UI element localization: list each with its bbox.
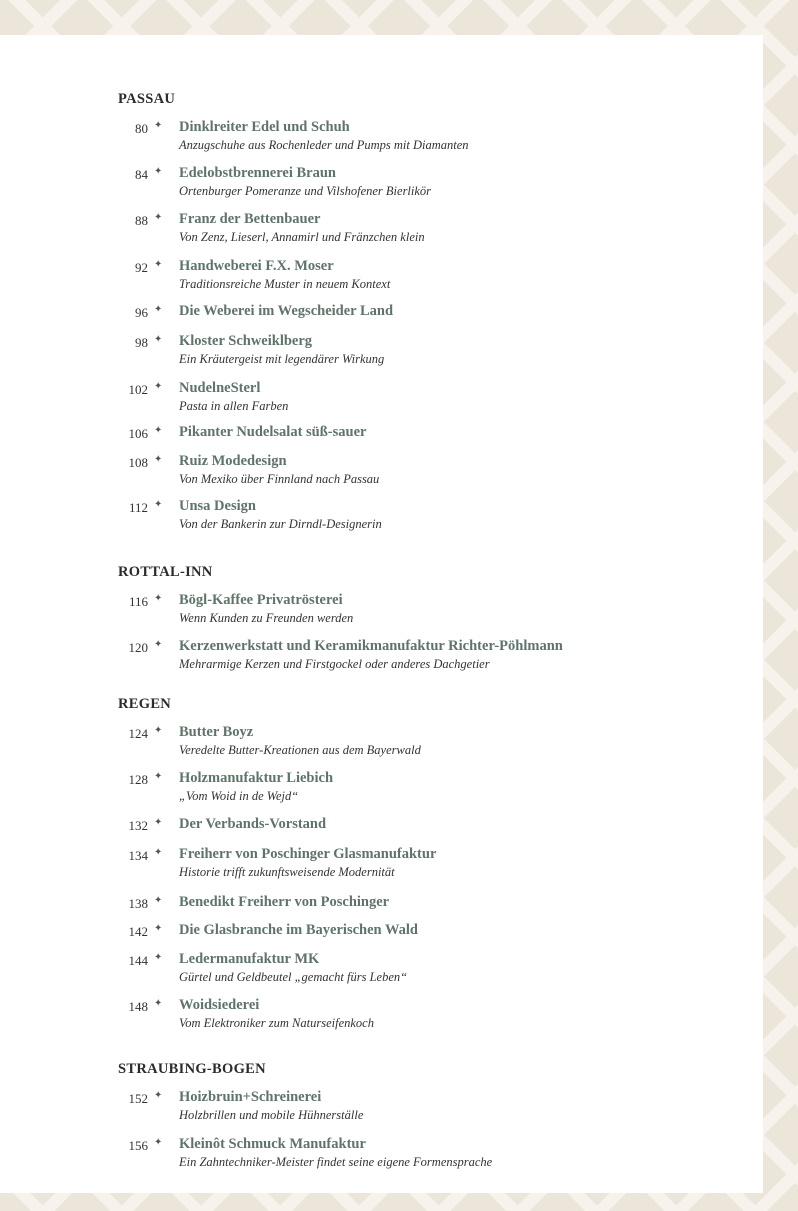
toc-page <box>0 35 763 1193</box>
page-number: 142 <box>128 924 148 939</box>
entry-subtitle: Mehrarmige Kerzen und Firstgockel oder anderes Dachgetier <box>179 657 490 671</box>
bullet-icon: ✦ <box>154 725 163 736</box>
entry-title: Benedikt Freiherr von Poschinger <box>179 894 390 910</box>
page-number: 96 <box>135 305 148 320</box>
entry-subtitle: Gürtel und Geldbeutel „gemacht fürs Leben“ <box>179 970 408 984</box>
page-number: 92 <box>135 260 148 275</box>
entry-subtitle: Historie trifft zukunftsweisende Modernität <box>179 865 395 879</box>
entry-subtitle: Ein Zahntechniker-Meister findet seine eigene Formensprache <box>179 1155 493 1169</box>
page-number: 128 <box>128 772 148 787</box>
page-number: 138 <box>128 896 148 911</box>
bullet-icon: ✦ <box>154 425 163 436</box>
entry-subtitle: Ein Kräutergeist mit legendärer Wirkung <box>179 352 385 366</box>
page-number: 144 <box>128 953 148 968</box>
bullet-icon: ✦ <box>154 771 163 782</box>
entry-subtitle: Ortenburger Pomeranze und Vilshofener Bierlikör <box>179 184 432 198</box>
page-number: 148 <box>128 999 148 1014</box>
bullet-icon: ✦ <box>154 259 163 270</box>
bullet-icon: ✦ <box>154 952 163 963</box>
entry-subtitle: Wenn Kunden zu Freunden werden <box>179 611 354 625</box>
entry-subtitle: Von Mexiko über Finnland nach Passau <box>179 472 380 486</box>
bullet-icon: ✦ <box>154 847 163 858</box>
page-number: 108 <box>128 455 148 470</box>
entry-title: Kleinôt Schmuck Manufaktur <box>179 1136 366 1152</box>
entry-subtitle: Anzugschuhe aus Rochenleder und Pumps mit Diamanten <box>179 138 469 152</box>
entry-subtitle: Pasta in allen Farben <box>179 399 289 413</box>
entry-title: NudelneSterl <box>179 380 261 396</box>
entry-title: Franz der Bettenbauer <box>179 211 321 227</box>
page-number: 98 <box>135 335 148 350</box>
entry-subtitle: Vom Elektroniker zum Naturseifenkoch <box>179 1016 374 1030</box>
entry-title: Dinklreiter Edel und Schuh <box>179 119 350 135</box>
entry-title: Edelobstbrennerei Braun <box>179 165 336 181</box>
entry-title: Handweberei F.X. Moser <box>179 258 334 274</box>
bullet-icon: ✦ <box>154 639 163 650</box>
entry-title: Freiherr von Poschinger Glasmanufaktur <box>179 846 437 862</box>
bullet-icon: ✦ <box>154 998 163 1009</box>
entry-title: Bögl-Kaffee Privatrösterei <box>179 592 343 608</box>
bullet-icon: ✦ <box>154 923 163 934</box>
entry-title: Hoizbruin+Schreinerei <box>179 1089 322 1105</box>
bullet-icon: ✦ <box>154 304 163 315</box>
page-number: 152 <box>128 1091 148 1106</box>
bullet-icon: ✦ <box>154 334 163 345</box>
page-number: 156 <box>128 1138 148 1153</box>
entry-title: Kloster Schweiklberg <box>179 333 313 349</box>
page-number: 102 <box>128 382 148 397</box>
bullet-icon: ✦ <box>154 1137 163 1148</box>
entry-title: Kerzenwerkstatt und Keramikmanufaktur Richter-Pöhlmann <box>179 638 563 654</box>
bullet-icon: ✦ <box>154 212 163 223</box>
entry-title: Ruiz Modedesign <box>179 453 287 469</box>
page-number: 84 <box>135 167 148 182</box>
bullet-icon: ✦ <box>154 895 163 906</box>
entry-title: Unsa Design <box>179 498 256 514</box>
entry-title: Woidsiederei <box>179 997 260 1013</box>
entry-subtitle: „Vom Woid in de Wejd“ <box>179 789 299 803</box>
entry-title: Die Weberei im Wegscheider Land <box>179 303 394 319</box>
page-number: 88 <box>135 213 148 228</box>
bullet-icon: ✦ <box>154 454 163 465</box>
entry-title: Pikanter Nudelsalat süß-sauer <box>179 424 367 440</box>
bullet-icon: ✦ <box>154 1090 163 1101</box>
page-number: 80 <box>135 121 148 136</box>
bullet-icon: ✦ <box>154 499 163 510</box>
bullet-icon: ✦ <box>154 593 163 604</box>
bullet-icon: ✦ <box>154 120 163 131</box>
bullet-icon: ✦ <box>154 817 163 828</box>
entry-subtitle: Traditionsreiche Muster in neuem Kontext <box>179 277 391 291</box>
section-title: REGEN <box>118 696 172 712</box>
entry-title: Butter Boyz <box>179 724 254 740</box>
section-title: PASSAU <box>118 91 176 107</box>
entry-subtitle: Von der Bankerin zur Dirndl-Designerin <box>179 517 382 531</box>
section-title: STRAUBING-BOGEN <box>118 1061 266 1077</box>
entry-title: Die Glasbranche im Bayerischen Wald <box>179 922 418 938</box>
entry-title: Holzmanufaktur Liebich <box>179 770 334 786</box>
page-number: 134 <box>128 848 148 863</box>
entry-subtitle: Veredelte Butter-Kreationen aus dem Bayerwald <box>179 743 421 757</box>
bullet-icon: ✦ <box>154 166 163 177</box>
page-number: 112 <box>128 500 148 515</box>
entry-title: Ledermanufaktur MK <box>179 951 320 967</box>
section-title: ROTTAL-INN <box>118 564 213 580</box>
bullet-icon: ✦ <box>154 381 163 392</box>
page-number: 120 <box>128 640 148 655</box>
page-number: 132 <box>128 818 148 833</box>
page-number: 124 <box>128 726 148 741</box>
page-number: 106 <box>128 426 148 441</box>
entry-subtitle: Holzbrillen und mobile Hühnerställe <box>179 1108 364 1122</box>
entry-subtitle: Von Zenz, Lieserl, Annamirl und Fränzchen klein <box>179 230 425 244</box>
entry-title: Der Verbands-Vorstand <box>179 816 327 832</box>
page-number: 116 <box>128 594 148 609</box>
